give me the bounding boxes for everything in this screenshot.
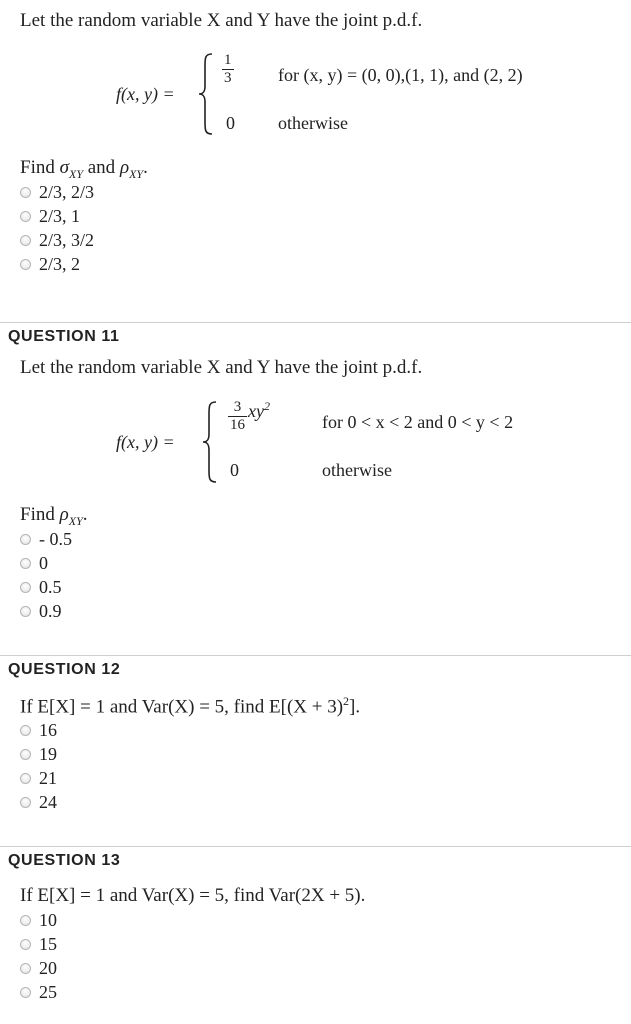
- option-q13-d[interactable]: 25: [20, 981, 57, 1003]
- case1-denominator: 16: [230, 417, 245, 433]
- option-q10-a[interactable]: 2/3, 2/3: [20, 181, 94, 203]
- option-q10-c[interactable]: 2/3, 3/2: [20, 229, 94, 251]
- option-q13-b[interactable]: 15: [20, 933, 57, 955]
- pdf-lhs: f(x, y) =: [116, 432, 175, 452]
- case1-value: $\frac{3}{16}$ $xy^2$: [230, 399, 270, 433]
- option-q11-a[interactable]: - 0.5: [20, 528, 72, 550]
- radio-button[interactable]: [20, 211, 31, 222]
- radio-button[interactable]: [20, 235, 31, 246]
- question-13-heading: QUESTION 13: [8, 852, 121, 869]
- left-brace-icon: [202, 400, 218, 484]
- divider: [0, 846, 631, 847]
- sigma-symbol: σ: [59, 157, 69, 178]
- radio-button[interactable]: [20, 558, 31, 569]
- rho-symbol: ρ: [59, 504, 69, 525]
- case1-value: [222, 52, 234, 87]
- left-brace-icon: [198, 52, 214, 136]
- radio-button[interactable]: [20, 939, 31, 950]
- radio-button[interactable]: [20, 797, 31, 808]
- question-11-find: Find $\rho_{XY}$.: [20, 504, 88, 528]
- option-q11-b[interactable]: 0: [20, 552, 48, 574]
- option-q12-c[interactable]: 21: [20, 767, 57, 789]
- option-q12-b[interactable]: 19: [20, 743, 57, 765]
- radio-button[interactable]: [20, 915, 31, 926]
- divider: [0, 655, 631, 656]
- case1-condition: for 0 < x < 2 and 0 < y < 2: [322, 412, 514, 432]
- option-q10-b[interactable]: 2/3, 1: [20, 205, 80, 227]
- option-q13-a[interactable]: 10: [20, 909, 57, 931]
- radio-button[interactable]: [20, 963, 31, 974]
- option-q12-d[interactable]: 24: [20, 791, 57, 813]
- option-q11-c[interactable]: 0.5: [20, 576, 62, 598]
- case1-condition: for (x, y) = (0, 0),(1, 1), and (2, 2): [278, 65, 523, 85]
- case2-value: 0: [226, 113, 235, 133]
- rho-symbol: ρ: [119, 157, 130, 178]
- radio-button[interactable]: [20, 773, 31, 784]
- radio-button[interactable]: [20, 606, 31, 617]
- radio-button[interactable]: [20, 987, 31, 998]
- question-12-text: If E[X] = 1 and Var(X) = 5, find $E[(X + 3)^2]$.: [20, 694, 361, 718]
- option-q11-d[interactable]: 0.9: [20, 600, 62, 622]
- question-10-intro: Let the random variable X and Y have the joint p.d.f.: [20, 10, 423, 31]
- question-11-intro: Let the random variable X and Y have the joint p.d.f.: [20, 357, 423, 378]
- option-q12-a[interactable]: 16: [20, 719, 57, 741]
- case2-value: 0: [230, 460, 239, 480]
- case1-denominator: 3: [224, 70, 232, 86]
- case1-numerator: 3: [233, 399, 242, 415]
- option-q13-c[interactable]: 20: [20, 957, 57, 979]
- case2-condition: otherwise: [322, 460, 392, 480]
- option-q10-d[interactable]: 2/3, 2: [20, 253, 80, 275]
- question-13-text: If E[X] = 1 and Var(X) = 5, find Var(2X + 5).: [20, 885, 366, 906]
- radio-button[interactable]: [20, 534, 31, 545]
- case1-numerator: 1: [224, 52, 232, 68]
- pdf-lhs: f(x, y) =: [116, 84, 175, 104]
- radio-button[interactable]: [20, 749, 31, 760]
- divider: [0, 322, 631, 323]
- question-11-heading: QUESTION 11: [8, 328, 120, 345]
- question-10-find: Find $\sigma_{XY}$ and $\rho_{XY}$.: [20, 157, 148, 181]
- radio-button[interactable]: [20, 725, 31, 736]
- case2-condition: otherwise: [278, 113, 348, 133]
- question-12-heading: QUESTION 12: [8, 661, 121, 678]
- radio-button[interactable]: [20, 187, 31, 198]
- radio-button[interactable]: [20, 259, 31, 270]
- radio-button[interactable]: [20, 582, 31, 593]
